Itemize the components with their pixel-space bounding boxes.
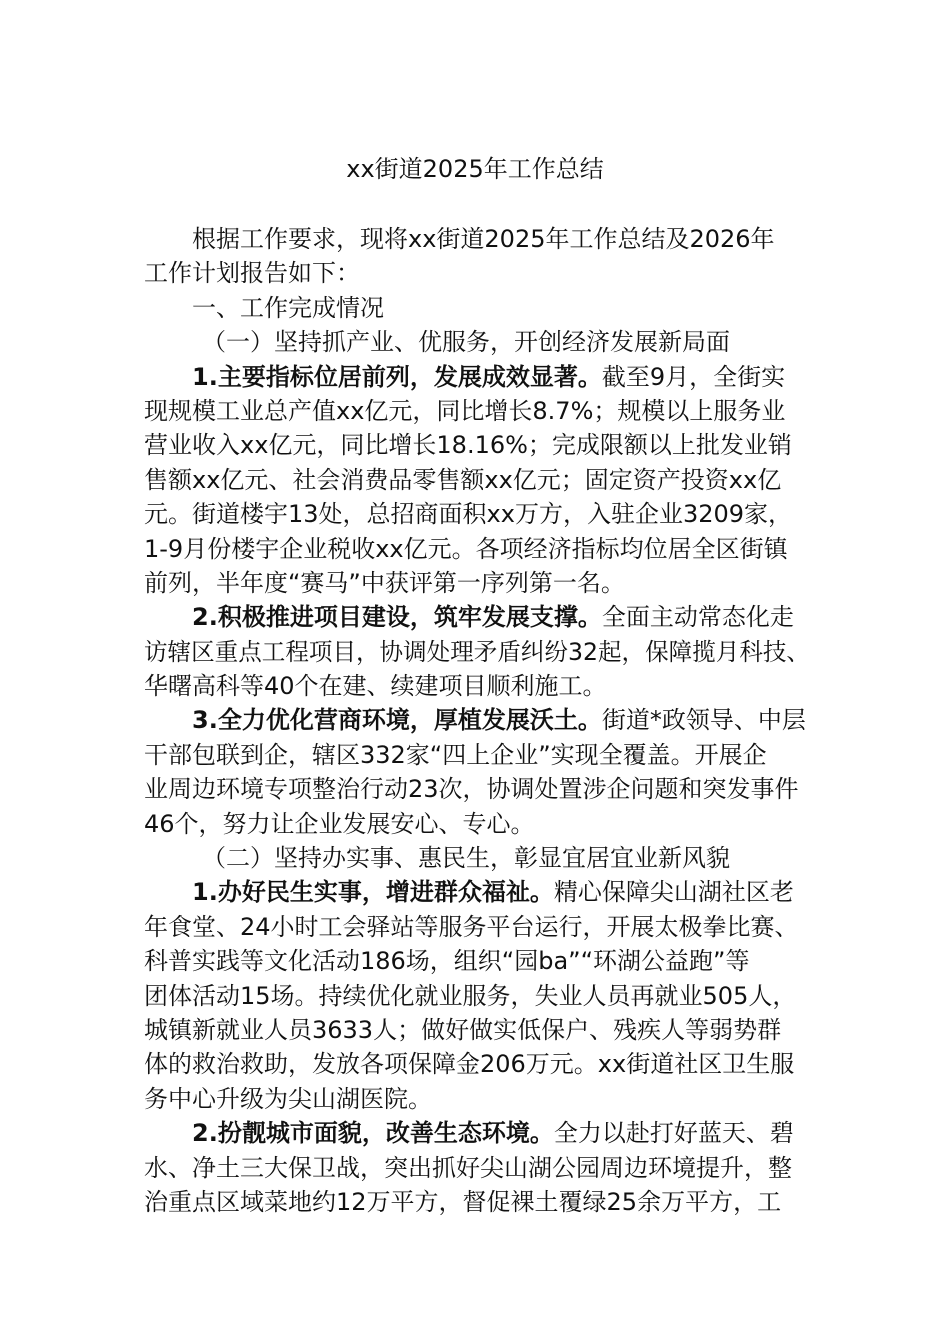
- line-text: 1-9月份楼宇企业税收xx亿元。各项经济指标均位居全区街镇: [144, 534, 788, 563]
- paragraph-line: [144, 703, 810, 737]
- paragraph-line: [144, 944, 810, 978]
- paragraph-line: [144, 772, 810, 806]
- line-text: 全面主动常态化走: [601, 603, 794, 632]
- line-text: 工作计划报告如下：: [144, 259, 360, 288]
- paragraph-line: [144, 600, 810, 634]
- paragraph-line: [144, 1116, 810, 1150]
- paragraph-line: [144, 635, 810, 669]
- paragraph-line: [144, 910, 810, 944]
- paragraph-line: [144, 1151, 810, 1185]
- line-text: 街道*政领导、中层: [601, 706, 806, 735]
- paragraph-line: [144, 463, 810, 497]
- paragraph-line: [144, 1013, 810, 1047]
- paragraph-line: [144, 979, 810, 1013]
- line-text: 团体活动15场。持续优化就业服务，失业人员再就业505人，: [144, 981, 797, 1010]
- paragraph-line: [144, 669, 810, 703]
- paragraph-line: [144, 222, 810, 256]
- item-heading: 2.积极推进项目建设，筑牢发展支撑。: [192, 603, 602, 632]
- line-text: 华曙高科等40个在建、续建项目顺利施工。: [144, 672, 607, 701]
- line-text: （一）坚持抓产业、优服务，开创经济发展新局面: [202, 328, 730, 357]
- item-heading: 1.办好民生实事，增进群众福祉。: [192, 878, 554, 907]
- paragraph-line: [144, 1047, 810, 1081]
- line-text: 前列，半年度“赛马”中获评第一序列第一名。: [144, 568, 625, 597]
- paragraph-line: [144, 1185, 810, 1219]
- line-text: 截至9月，全街实: [601, 362, 786, 391]
- paragraph-line: [144, 807, 810, 841]
- paragraph-line: [144, 566, 810, 600]
- item-heading: 2.扮靓城市面貌，改善生态环境。: [192, 1119, 554, 1148]
- subsection-heading: [144, 325, 810, 359]
- line-text: 干部包联到企，辖区332家“四上企业”实现全覆盖。开展企: [144, 740, 767, 769]
- paragraph-line: [144, 738, 810, 772]
- paragraph-line: [144, 428, 810, 462]
- paragraph-line: [144, 875, 810, 909]
- line-text: 全力以赴打好蓝天、碧: [553, 1119, 794, 1148]
- item-heading: 3.全力优化营商环境，厚植发展沃土。: [192, 706, 602, 735]
- line-text: 46个，努力让企业发展安心、专心。: [144, 809, 535, 838]
- document-body: [144, 222, 810, 1219]
- paragraph-line: [144, 360, 810, 394]
- line-text: 精心保障尖山湖社区老: [553, 878, 794, 907]
- paragraph-line: [144, 497, 810, 531]
- line-text: 务中心升级为尖山湖医院。: [144, 1084, 432, 1113]
- line-text: 水、净土三大保卫战，突出抓好尖山湖公园周边环境提升，整: [144, 1153, 792, 1182]
- section-heading: [144, 291, 810, 325]
- paragraph-line: [144, 256, 810, 290]
- line-text: 元。街道楼宇13处，总招商面积xx万方，入驻企业3209家，: [144, 500, 793, 529]
- line-text: 年食堂、24小时工会驿站等服务平台运行，开展太极拳比赛、: [144, 912, 799, 941]
- line-text: 业周边环境专项整治行动23次，协调处置涉企问题和突发事件: [144, 775, 799, 804]
- line-text: 售额xx亿元、社会消费品零售额xx亿元；固定资产投资xx亿: [144, 465, 782, 494]
- paragraph-line: [144, 394, 810, 428]
- line-text: 一、工作完成情况: [192, 293, 384, 322]
- item-heading: 1.主要指标位居前列，发展成效显著。: [192, 362, 602, 391]
- line-text: 科普实践等文化活动186场，组织“园ba”“环湖公益跑”等: [144, 947, 750, 976]
- line-text: 访辖区重点工程项目，协调处理矛盾纠纷32起，保障揽月科技、: [144, 637, 810, 666]
- line-text: （二）坚持办实事、惠民生，彰显宜居宜业新风貌: [202, 844, 730, 873]
- line-text: 治重点区域菜地约12万平方，督促裸土覆绿25余万平方，工: [144, 1187, 782, 1216]
- line-text: 体的救治救助，发放各项保障金206万元。xx街道社区卫生服: [144, 1050, 795, 1079]
- document-title: xx街道2025年工作总结: [346, 155, 604, 183]
- paragraph-line: [144, 532, 810, 566]
- subsection-heading: [144, 841, 810, 875]
- paragraph-line: [144, 1082, 810, 1116]
- line-text: 根据工作要求，现将xx街道2025年工作总结及2026年: [192, 225, 775, 253]
- line-text: 城镇新就业人员3633人；做好做实低保户、残疾人等弱势群: [144, 1015, 782, 1044]
- line-text: 现规模工业总产值xx亿元，同比增长8.7%；规模以上服务业: [144, 396, 786, 425]
- line-text: 营业收入xx亿元，同比增长18.16%；完成限额以上批发业销: [144, 431, 792, 460]
